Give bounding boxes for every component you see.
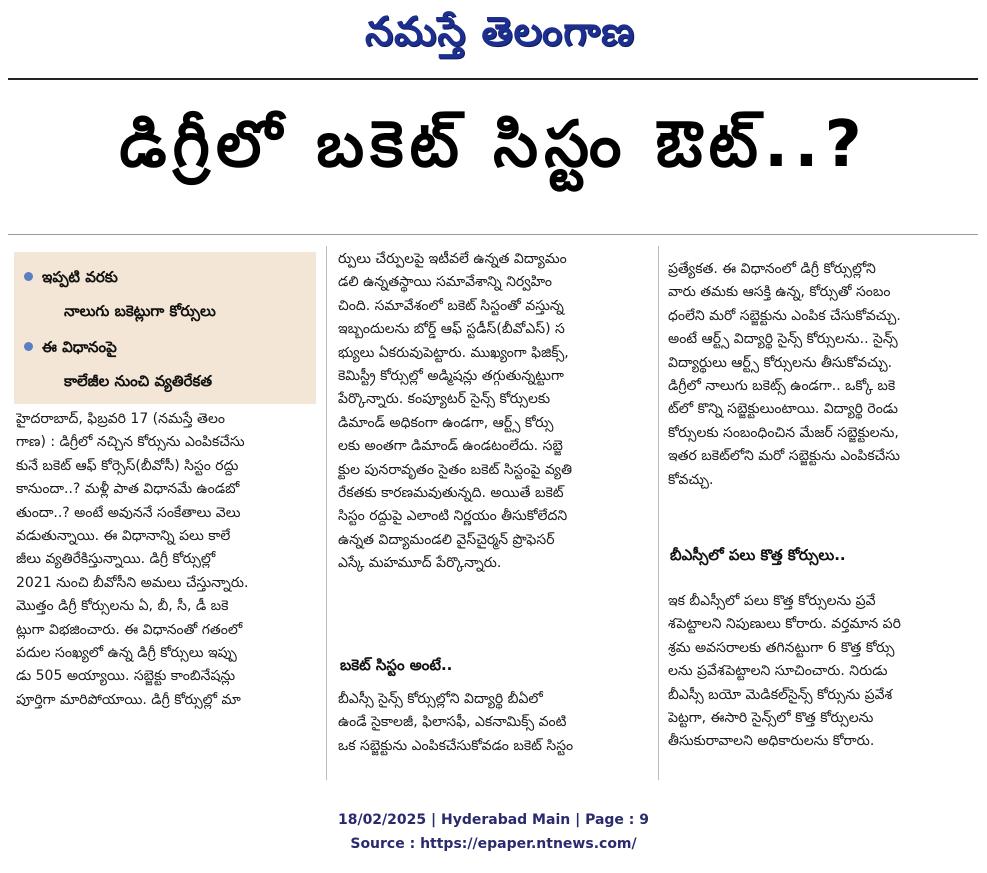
text-line: పేర్కొన్నారు. కంప్యూటర్ సైన్స్ కోర్సులకు [338,391,551,408]
article-column-3b [668,590,974,754]
top-rule [8,78,978,80]
article-column-1 [16,408,316,712]
text-line: డిమాండ్ అధికంగా ఉండగా, ఆర్ట్స్ కోర్సు [338,414,554,431]
subheading: బీఎస్సీలో పలు కొత్త కోర్సులు.. [670,546,846,564]
text-line: ర్పులు చేర్పులపై ఇటీవలే ఉన్నత విద్యామం [338,251,567,267]
text-line: కోవచ్చు. [668,471,714,488]
text-line: కెమిస్ట్రీ కోర్సుల్లో అడ్మిషన్లు తగ్గుతున్నట్టుగా [338,367,564,384]
text-line: ట్లుగా విభజించారు. ఈ విధానంతో గతంలో [16,621,243,638]
footer-date-edition: 18/02/2025 | Hyderabad Main | Page : 9 [337,812,650,828]
article-column-3 [668,258,974,492]
text-line: జీలు వ్యతిరేకిస్తున్నాయి. డిగ్రీ కోర్సుల్లో [16,551,216,568]
highlight-item [24,260,314,328]
text-line: ట్‌లో కొన్ని సబ్జెక్టులుంటాయి. విద్యార్థి రెండు [668,401,899,418]
article-column-2 [338,248,650,575]
text-line: తీసుకురావాలని అధికారులను కోరారు. [668,733,875,750]
highlight-line: ఇప్పటి వరకు [42,268,118,286]
bullet-icon [24,342,33,351]
text-line: గాణ) : డిగ్రీలో నచ్చిన కోర్సును ఎంపికచేసు [16,434,245,451]
text-line: వారు తమకు ఆసక్తి ఉన్న, కోర్సుతో సంబం [668,284,891,301]
text-line: డిగ్రీలో నాలుగు బకెట్స్ ఉండగా.. ఒక్కో బకె [668,377,896,394]
text-line: పూర్తిగా మారిపోయాయి. డిగ్రీ కోర్సుల్లో మా [16,691,241,708]
highlight-line: నాలుగు బకెట్లుగా కోర్సులు [64,302,216,320]
highlight-item [24,330,314,398]
text-line: డు 505 అయ్యాయి. సబ్జెక్టు కాంబినేషన్లు [16,668,236,685]
text-line: విద్యార్థులు ఆర్ట్స్ కోర్సులను తీసుకోవచ్చు. [668,354,893,371]
text-line: పదుల సంఖ్యలో ఉన్న డిగ్రీ కోర్సులు ఇప్పు [16,644,237,661]
highlight-line: ఈ విధానంపై [42,338,117,356]
text-line: హైదరాబాద్, ఫిబ్రవరి 17 (నమస్తే తెలం [16,411,225,427]
headline-rule [8,234,978,235]
text-line: ఉన్నత విద్యామండలి వైస్‌చైర్మన్ ప్రొఫెసర్ [338,531,555,548]
text-line: బీఎస్సీ సైన్స్ కోర్సుల్లోని విద్యార్థి బీఏలో [338,691,543,707]
text-line: ధంలేని మరో సబ్జెక్టును ఎంపిక చేసుకోవచ్చు. [668,307,901,324]
text-line: లను ప్రవేశపెట్టాలని సూచించారు. నిరుడు [668,663,888,680]
text-line: చింది. సమావేశంలో బకెట్ సిస్టంతో వస్తున్న [338,297,564,314]
text-line: మొత్తం డిగ్రీ కోర్సులను ఏ, బీ, సీ, డీ బకె [16,598,229,615]
newspaper-masthead: నమస్తే తెలంగాణ [364,9,636,55]
text-line: ఉండే సైకాలజీ, ఫిలాసఫీ, ఎకనామిక్స్ వంటి [338,714,567,731]
text-line: వడుతున్నాయి. ఈ విధానాన్ని పలు కాలే [16,527,231,544]
text-line: డలి ఉన్నతస్థాయి సమావేశాన్ని నిర్వహిం [338,274,553,291]
text-line: ఇతర బకెట్‌లోని మరో సబ్జెక్టును ఎంపికచేసు [668,448,900,465]
text-line: లకు అంతగా డిమాండ్ ఉండటంలేదు. సబ్జె [338,438,563,455]
text-line: ఇక బీఎస్సీలో పలు కొత్త కోర్సులను ప్రవే [668,593,876,609]
text-line: సిస్టం రద్దుపై ఎలాంటి నిర్ణయం తీసుకోలేదని [338,508,568,525]
text-line: శపెట్టాలని నిపుణులు కోరారు. వర్తమాన పరి [668,616,901,633]
text-line: తుందా..? అంటే అవుననే సంకేతాలు వెలు [16,504,241,521]
text-line: రేకతకు కారణమవుతున్నది. అయితే బకెట్ [338,484,564,501]
column-divider [326,246,327,780]
bullet-icon [24,272,33,281]
footer-source: Source : https://epaper.ntnews.com/ [350,836,637,852]
text-line: శ్రమ అవసరాలకు తగినట్టుగా 6 కొత్త కోర్సు [668,639,895,656]
text-line: పెట్టగా, ఈసారి సైన్స్‌లో కొత్త కోర్సులను [668,709,874,726]
text-line: ఇబ్బందులను బోర్డ్ ఆఫ్ స్టడీస్(బీవోఎస్) స [338,321,565,338]
subheading: బకెట్ సిస్టం అంటే.. [340,656,453,674]
text-line: అంటే ఆర్ట్స్ విద్యార్థి సైన్స్ కోర్సులను.. సైన్స్ [668,331,898,348]
text-line: క్టుల పునరావృతం సైతం బకెట్ సిస్టంపై వ్యతి [338,461,573,478]
text-line: భ్యులు ఏకరువుపెట్టారు. ముఖ్యంగా ఫిజిక్స్, [338,344,569,361]
text-line: బీఎస్సీ బయో మెడికల్‌సైన్స్ కోర్సును ప్రవేశ [668,686,893,703]
article-headline: డిగ్రీలో బకెట్ సిస్టం ఔట్..? [119,108,868,182]
article-column-2b [338,688,650,758]
text-line: ఒక సబ్జెక్టును ఎంపికచేసుకోవడం బకెట్ సిస్టం [338,737,574,754]
text-line: కానుందా..? మళ్లీ పాత విధానమే ఉండబో [16,481,240,498]
column-divider [658,246,659,780]
text-line: 2021 నుంచి బీవోసీని అమలు చేస్తున్నారు. [16,574,249,591]
text-line: కునే బకెట్ ఆఫ్ కోర్సెస్(బీవోసీ) సిస్టం రద్దు [16,457,239,474]
text-line: కోర్సులకు సంబంధించిన మేజర్ సబ్జెక్టులను, [668,424,899,441]
text-line: ఎస్కే మహమూద్ పేర్కొన్నారు. [338,555,502,572]
highlight-line: కాలేజీల నుంచి వ్యతిరేకత [64,372,212,390]
text-line: ప్రత్యేకత. ఈ విధానంలో డిగ్రీ కోర్సుల్లోని [668,261,876,277]
